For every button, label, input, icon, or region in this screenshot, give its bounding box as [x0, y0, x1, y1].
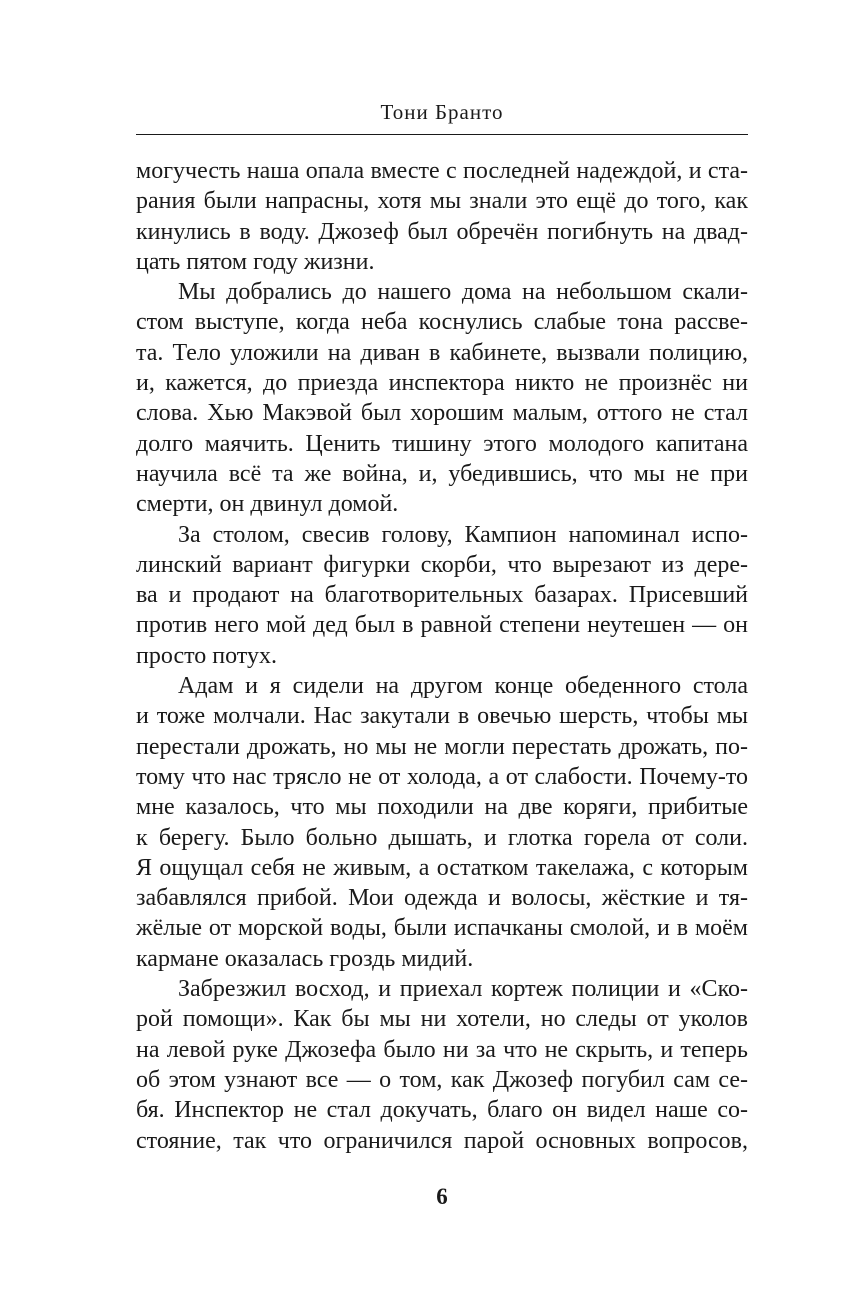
text-line: и, кажется, до приезда инспектора никто не произнёс ни	[136, 370, 748, 397]
paragraph	[136, 520, 748, 671]
text-line: могучесть наша опала вместе с последней надеждой, и ста-	[136, 158, 748, 184]
text-line: линский вариант фигурки скорби, что вырезают из дере-	[136, 551, 748, 578]
text-line: забавлялся прибой. Мои одежда и волосы, жёсткие и тя-	[136, 885, 748, 912]
text-line: кинулись в воду. Джозеф был обречён погибнуть на двад-	[136, 218, 748, 245]
text-line: об этом узнают все — о том, как Джозеф погубил сам се-	[136, 1066, 748, 1093]
text-line: Забрезжил восход, и приехал кортеж полиции и «Ско-	[178, 976, 748, 1003]
paragraph	[136, 156, 748, 277]
text-line: кармане оказалась гроздь мидий.	[136, 945, 474, 972]
text-line: к берегу. Было больно дышать, и глотка горела от соли.	[136, 824, 748, 851]
text-line: рой помощи». Как бы мы ни хотели, но следы от уколов	[136, 1006, 748, 1033]
text-line: против него мой дед был в равной степени неутешен — он	[136, 612, 748, 639]
text-line: За столом, свесив голову, Кампион напоминал испо-	[178, 521, 748, 548]
text-line: и тоже молчали. Нас закутали в овечью шерсть, чтобы мы	[136, 703, 748, 730]
text-line: цать пятом году жизни.	[136, 248, 375, 275]
running-header-title: Тони Бранто	[380, 100, 504, 124]
text-line: смерти, он двинул домой.	[136, 491, 399, 518]
text-line: та. Тело уложили на диван в кабинете, вызвали полицию,	[136, 339, 748, 366]
text-line: ва и продают на благотворительных базарах. Присевший	[136, 582, 748, 609]
text-line: научила всё та же война, и, убедившись, что мы не при	[136, 460, 748, 487]
text-line: тому что нас трясло не от холода, а от слабости. Почему-то	[136, 763, 748, 790]
text-line: Я ощущал себя не живым, а остатком такелажа, с которым	[136, 854, 748, 881]
page-number: 6	[436, 1184, 448, 1209]
text-line: стом выступе, когда неба коснулись слабые тона рассве-	[136, 309, 748, 336]
paragraph	[136, 277, 748, 519]
paragraph	[136, 671, 748, 974]
text-line: Адам и я сидели на другом конце обеденного стола	[178, 673, 748, 700]
text-line: Мы добрались до нашего дома на небольшом скали-	[178, 279, 748, 306]
paragraph	[136, 974, 748, 1156]
body-text	[136, 156, 748, 1156]
text-line: долго маячить. Ценить тишину этого молодого капитана	[136, 430, 748, 457]
text-line: бя. Инспектор не стал докучать, благо он видел наше со-	[136, 1097, 748, 1124]
text-line: на левой руке Джозефа было ни за что не скрыть, и теперь	[136, 1036, 748, 1063]
header-rule	[136, 134, 748, 135]
text-line: мне казалось, что мы походили на две коряги, прибитые	[136, 794, 748, 821]
text-line: слова. Хью Макэвой был хорошим малым, оттого не стал	[136, 400, 748, 427]
text-line: просто потух.	[136, 642, 277, 669]
text-line: перестали дрожать, но мы не могли перестать дрожать, по-	[136, 733, 748, 760]
text-line: рания были напрасны, хотя мы знали это ещё до того, как	[136, 188, 748, 215]
text-line: жёлые от морской воды, были испачканы смолой, и в моём	[136, 915, 748, 942]
text-line: стояние, так что ограничился парой основных вопросов,	[136, 1127, 748, 1154]
